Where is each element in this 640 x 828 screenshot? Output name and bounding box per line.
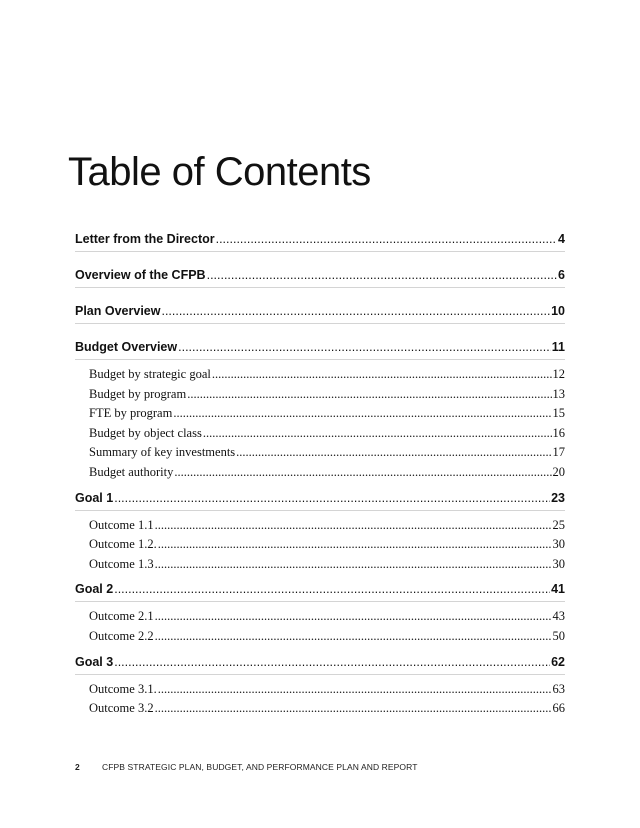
dot-leader (203, 424, 552, 444)
table-of-contents (75, 228, 565, 719)
toc-subentry-page: 17 (552, 445, 565, 460)
dot-leader (207, 264, 557, 287)
toc-subentry-page: 30 (552, 537, 565, 552)
toc-entry-goal-2[interactable] (75, 578, 565, 601)
toc-entry-page: 4 (558, 232, 565, 246)
toc-subentry-budget-by-object-class[interactable] (75, 424, 565, 444)
dot-leader (161, 300, 550, 323)
dot-leader (155, 607, 552, 627)
dot-leader (155, 516, 552, 536)
toc-entry-page: 41 (551, 582, 565, 597)
toc-subentry-page: 66 (552, 701, 565, 716)
toc-entry-overview-cfpb[interactable] (75, 264, 565, 287)
toc-subentry-label: Summary of key investments (89, 445, 236, 460)
toc-subentry-budget-by-strategic-goal[interactable] (75, 365, 565, 385)
toc-entry-label: Overview of the CFPB (75, 268, 206, 282)
dot-leader (114, 651, 550, 674)
toc-entry-page: 6 (558, 268, 565, 282)
footer-page-number: 2 (75, 762, 80, 772)
toc-entry-page: 11 (551, 340, 565, 354)
dot-leader (212, 365, 552, 385)
toc-subentry-page: 16 (552, 425, 565, 440)
dot-leader (178, 336, 551, 359)
toc-subentry-label: Outcome 3.1. (89, 681, 157, 696)
toc-entry-label: Budget Overview (75, 340, 178, 354)
dot-leader (187, 385, 551, 405)
toc-subentry-label: Outcome 2.1 (89, 609, 154, 624)
toc-subentry-label: Budget by object class (89, 425, 202, 440)
toc-entry-budget-overview[interactable] (75, 336, 565, 359)
footer-document-title: CFPB STRATEGIC PLAN, BUDGET, AND PERFORMANCE PLAN AND REPORT (102, 762, 418, 772)
toc-subentry-label: Outcome 1.2. (89, 537, 157, 552)
toc-entry-page: 10 (551, 304, 565, 318)
toc-subentry-budget-by-program[interactable] (75, 385, 565, 405)
toc-entry-plan-overview[interactable] (75, 300, 565, 323)
toc-subentry-outcome-3-2[interactable] (75, 699, 565, 719)
toc-entry-page: 23 (551, 490, 565, 505)
toc-subentry-outcome-2-1[interactable] (75, 607, 565, 627)
toc-subentry-page: 50 (552, 628, 565, 643)
toc-entry-goal-1[interactable] (75, 487, 565, 510)
dot-leader (173, 404, 551, 424)
dot-leader (155, 555, 552, 575)
toc-subentry-label: Budget by strategic goal (89, 367, 211, 381)
toc-subentry-label: Budget by program (89, 386, 187, 401)
toc-entry-label: Goal 1 (75, 490, 114, 505)
toc-subentry-outcome-1-2[interactable] (75, 535, 565, 555)
toc-subentry-label: Budget authority (89, 464, 174, 479)
dot-leader (114, 578, 550, 601)
toc-entry-label: Letter from the Director (75, 232, 215, 246)
dot-leader (174, 463, 551, 483)
dot-leader (236, 443, 551, 463)
toc-subentry-outcome-2-2[interactable] (75, 627, 565, 647)
page-footer (75, 762, 418, 772)
toc-subentry-page: 30 (552, 556, 565, 571)
toc-entry-label: Goal 3 (75, 654, 114, 669)
toc-subentry-fte-by-program[interactable] (75, 404, 565, 424)
toc-subentry-page: 25 (552, 517, 565, 532)
dot-leader (216, 228, 557, 251)
toc-subentry-page: 20 (552, 464, 565, 479)
toc-subentry-outcome-3-1[interactable] (75, 680, 565, 700)
toc-subentry-label: Outcome 2.2 (89, 628, 154, 643)
toc-subentry-label: Outcome 1.1 (89, 517, 154, 532)
toc-subentry-summary-key-investments[interactable] (75, 443, 565, 463)
toc-subentry-page: 12 (552, 367, 565, 381)
dot-leader (114, 487, 550, 510)
toc-entry-label: Goal 2 (75, 582, 114, 597)
toc-subentry-outcome-1-3[interactable] (75, 555, 565, 575)
toc-subentry-label: Outcome 3.2 (89, 701, 154, 716)
toc-subentry-outcome-1-1[interactable] (75, 516, 565, 536)
toc-subentry-label: FTE by program (89, 406, 173, 421)
dot-leader (158, 680, 552, 700)
toc-entry-label: Plan Overview (75, 304, 161, 318)
toc-subentry-page: 43 (552, 609, 565, 624)
toc-subentry-page: 15 (552, 406, 565, 421)
toc-subentry-label: Outcome 1.3 (89, 556, 154, 571)
toc-entry-goal-3[interactable] (75, 651, 565, 674)
toc-subentry-page: 63 (552, 681, 565, 696)
toc-entry-page: 62 (551, 654, 565, 669)
dot-leader (155, 627, 552, 647)
dot-leader (158, 535, 552, 555)
page-title: Table of Contents (68, 150, 371, 194)
dot-leader (155, 699, 552, 719)
toc-subentry-budget-authority[interactable] (75, 463, 565, 483)
toc-entry-letter-from-director[interactable] (75, 228, 565, 251)
toc-subentry-page: 13 (552, 386, 565, 401)
